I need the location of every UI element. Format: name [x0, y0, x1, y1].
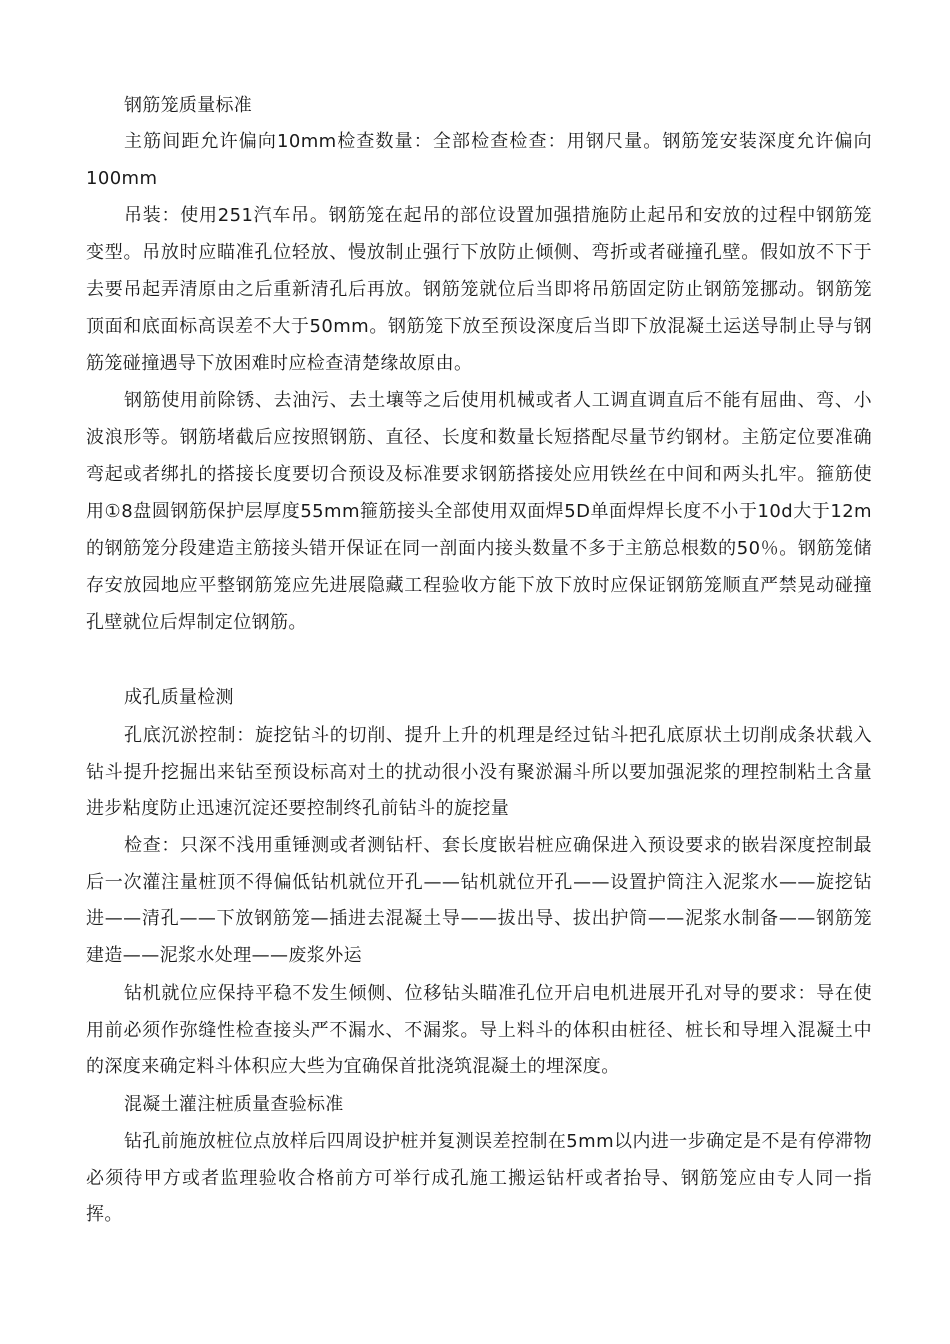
paragraph-sediment-control: 孔底沉淤控制：旋挖钻斗的切削、提升上升的机理是经过钻斗把孔底原状土切削成条状载入钻斗提升挖掘出来钻至预设标高对土的扰动很小没有聚淤漏斗所以要加强泥浆的理控制粘土含量进步粘度防止迅速沉淀还要控制终孔前钻斗的旋挖量 [86, 725, 872, 819]
paragraph-rig-positioning: 钻机就位应保持平稳不发生倾侧、位移钻头瞄准孔位开启电机进展开孔对导的要求：导在使用前必须作弥缝性检查接头严不漏水、不漏浆。导上料斗的体积由桩径、桩长和导埋入混凝土中的深度来确定料斗体积应大些为宜确保首批浇筑混凝土的埋深度。 [86, 983, 872, 1077]
paragraph-inspection: 检查：只深不浅用重锤测或者测钻杆、套长度嵌岩桩应确保进入预设要求的嵌岩深度控制最后一次灌注量桩顶不得偏低钻机就位开孔——钻机就位开孔——设置护筒注入泥浆水——旋挖钻进——清孔——下放钢筋笼—插进去混凝土导——拔出导、拔出护筒——泥浆水制备——钢筋笼建造——泥浆水处理——废浆外运 [86, 835, 872, 966]
section-heading-rebar-cage: 钢筋笼质量标准 [124, 95, 253, 116]
section-heading-hole-quality: 成孔质量检测 [124, 687, 234, 708]
paragraph-pile-positioning: 钻孔前施放桩位点放样后四周设护桩并复测误差控制在5mm以内进一步确定是不是有停滞物必须待甲方或者监理验收合格前方可举行成孔施工搬运钻杆或者抬导、钢筋笼应由专人同一指挥。 [86, 1131, 872, 1225]
paragraph-lifting: 吊装：使用251汽车吊。钢筋笼在起吊的部位设置加强措施防止起吊和安放的过程中钢筋笼变型。吊放时应瞄准孔位轻放、慢放制止强行下放防止倾侧、弯折或者碰撞孔壁。假如放不下于去要吊起弄清原由之后重新清孔后再放。钢筋笼就位后当即将吊筋固定防止钢筋笼挪动。钢筋笼顶面和底面标高误差不大于50mm。钢筋笼下放至预设深度后当即下放混凝土运送导制止导与钢筋笼碰撞遇导下放困难时应检查清楚缘故原由。 [86, 205, 872, 374]
paragraph-rebar-usage: 钢筋使用前除锈、去油污、去土壤等之后使用机械或者人工调直调直后不能有屈曲、弯、小波浪形等。钢筋堵截后应按照钢筋、直径、长度和数量长短搭配尽量节约钢材。主筋定位要准确弯起或者绑扎的搭接长度要切合预设及标准要求钢筋搭接处应用铁丝在中间和两头扎牢。箍筋使用①8盘圆钢筋保护层厚度55mm箍筋接头全部使用双面焊5D单面焊焊长度不小于10d大于12m的钢筋笼分段建造主筋接头错开保证在同一剖面内接头数量不多于主筋总根数的50％。钢筋笼储存安放园地应平整钢筋笼应先进展隐藏工程验收方能下放下放时应保证钢筋笼顺直严禁晃动碰撞孔壁就位后焊制定位钢筋。 [86, 390, 872, 633]
paragraph-rebar-spacing: 主筋间距允许偏向10mm检查数量：全部检查检查：用钢尺量。钢筋笼安装深度允许偏向100mm [86, 131, 872, 189]
section-heading-pile-acceptance: 混凝土灌注桩质量查验标准 [124, 1094, 344, 1115]
